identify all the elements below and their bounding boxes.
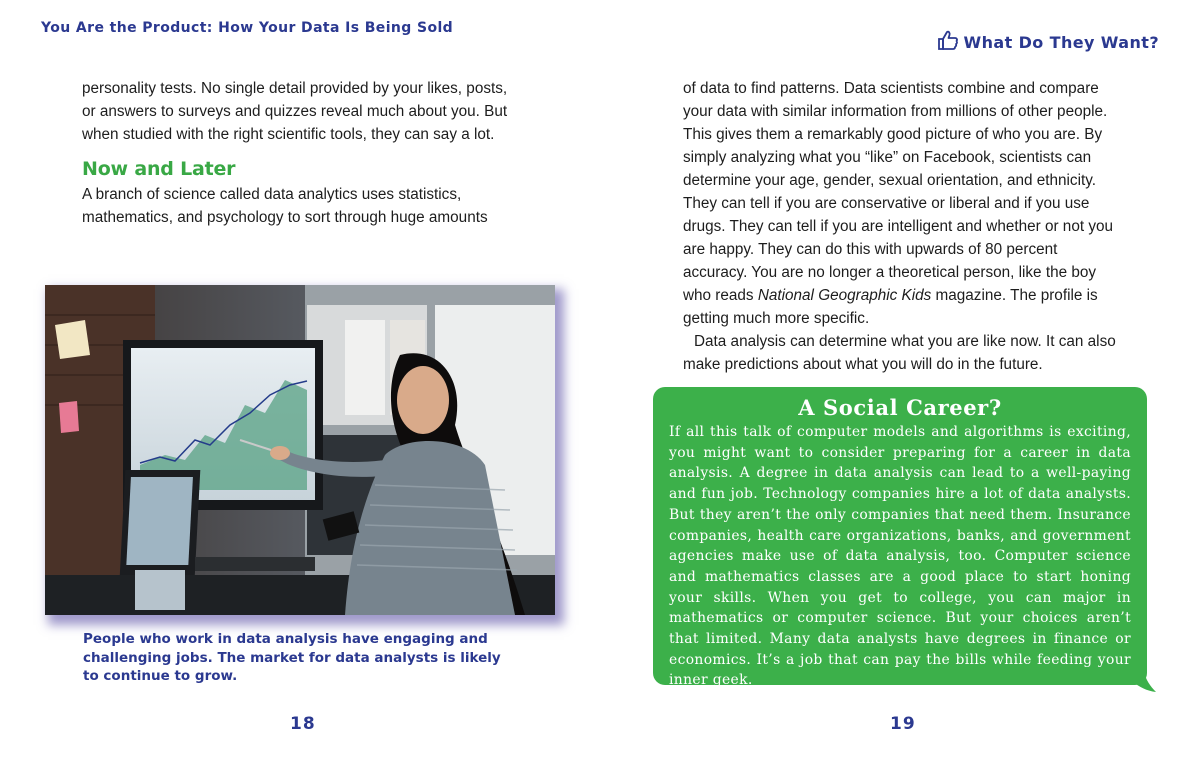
intro-paragraph: personality tests. No single detail provided by your likes, posts, or answers to surveys and quizzes reveal much about you. But when studied with the right scientific tools, they can say a lot.	[82, 80, 508, 143]
page-number-right: 19	[890, 714, 916, 734]
callout-text: If all this talk of computer models and algorithms is exciting, you might want to consider preparing for a career in data analysis. A degree in data analysis can lead to a well-paying and fun job. Technology companies hire a lot of data analysts. But they aren’t the only companies that need them. Insurance companies, health care organizations, banks, and government agencies make use of data analysis, too. Computer science and mathematics classes are a good place to start honing your skills. When you get to college, you can major in mathematics or computer science. But your choices aren’t that limited. Many data analysts have degrees in finance or economics. It’s a job that can pay the bills while feeding your inner geek.	[669, 424, 1131, 689]
callout-tail	[1130, 672, 1156, 692]
callout-title: A Social Career?	[798, 395, 1002, 420]
chapter-title-text: What Do They Want?	[963, 32, 1159, 52]
right-paragraph-1	[683, 77, 1123, 330]
magazine-title: National Geographic Kids	[757, 287, 932, 304]
right-paragraph-1-part-a: of data to find patterns. Data scientists combine and compare your data with similar information from millions of other people. This gives them a remarkably good picture of who you are. By simply analyzing what you “like” on Facebook, scientists can determine your age, gender, sexual orientation, and ethnicity. They can tell if you are conservative or liberal and if you use drugs. They can tell if you are intelligent and whether or not you are happy. They can do this with upwards of 80 percent accuracy. You are no longer a theoretical person, like the boy who reads	[683, 80, 1113, 304]
page-number-left: 18	[290, 714, 316, 734]
right-page-text	[683, 77, 1123, 376]
thumbs-up-icon	[937, 30, 959, 54]
right-paragraph-2: Data analysis can determine what you are like now. It can also make predictions about what you will do in the future.	[683, 333, 1116, 373]
section-paragraph: A branch of science called data analytics uses statistics, mathematics, and psychology to sort through huge amounts	[82, 186, 488, 226]
section-heading: Now and Later	[82, 158, 236, 180]
book-title: You Are the Product: How Your Data Is Being Sold	[41, 20, 454, 36]
sidebar-callout	[653, 387, 1147, 689]
chapter-title	[937, 30, 1159, 54]
analyst-photo	[45, 285, 555, 615]
right-paragraph-1-part-b: magazine. The profile is getting much more specific.	[683, 287, 1098, 327]
left-page-text	[82, 77, 522, 229]
photo-caption: People who work in data analysis have engaging and challenging jobs. The market for data analysts is likely to continue to grow.	[83, 631, 501, 684]
